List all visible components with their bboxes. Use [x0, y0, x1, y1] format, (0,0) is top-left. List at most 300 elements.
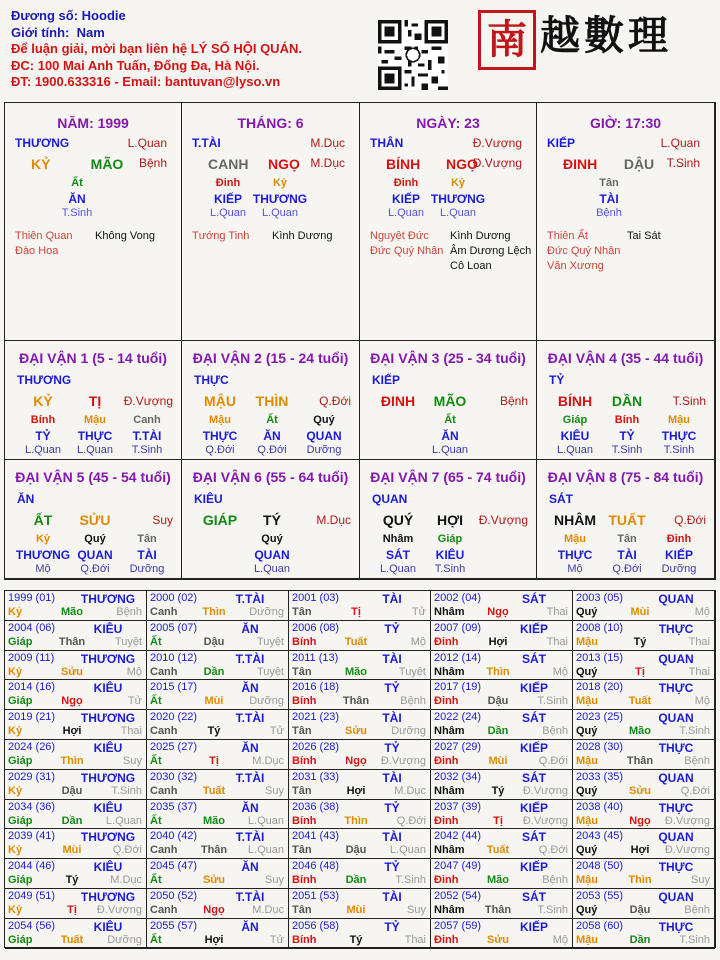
- annual-cell: [573, 710, 715, 740]
- annual-chi: Mão: [203, 814, 225, 827]
- gender-value: Nam: [76, 24, 105, 40]
- annual-year: 2010 (12): [150, 651, 198, 664]
- hidden-note: T.Sinh: [434, 563, 466, 575]
- annual-vong: Suy: [407, 904, 426, 916]
- hidden-god: KIÊU: [560, 429, 590, 443]
- annual-vong: Q.Đới: [538, 844, 568, 857]
- annual-vong: Tử: [269, 933, 284, 946]
- annual-vong: Đ.Vượng: [664, 844, 710, 857]
- annual-god: SÁT: [522, 890, 546, 904]
- annual-god: ĂN: [241, 621, 259, 636]
- dai-van-title: ĐẠI VẬN 4 (35 - 44 tuổi): [547, 350, 704, 366]
- hidden-can: Bính: [614, 414, 640, 426]
- annual-cell: [573, 770, 715, 800]
- pillar-chi: NGỌ: [268, 156, 300, 172]
- dai-van-cell: [537, 341, 715, 460]
- hidden-can: Ất: [266, 414, 278, 426]
- annual-god: THỰC: [658, 800, 694, 815]
- annual-god: QUAN: [658, 830, 694, 845]
- dai-van-right: M.Dục: [316, 513, 351, 527]
- contact-line: Để luận giải, mời bạn liên hệ LÝ SỐ HỘI QUÁN.: [11, 41, 302, 56]
- annual-cell: [431, 859, 573, 889]
- annual-cell: [289, 591, 431, 621]
- hidden-note: Q.Đới: [205, 444, 235, 456]
- annual-god: TÀI: [382, 651, 402, 666]
- annual-vong: Thai: [688, 635, 710, 648]
- annual-god: QUAN: [658, 890, 694, 904]
- annual-cell: [431, 889, 573, 919]
- logo-text: 越數理: [540, 12, 672, 59]
- annual-cell: [289, 889, 431, 919]
- annual-chi: Dần: [629, 933, 651, 946]
- phone-email-line: ĐT: 1900.633316 - Email: bantuvan@lyso.vn: [11, 74, 281, 89]
- annual-cell: [147, 710, 289, 740]
- annual-cell: [573, 621, 715, 651]
- star-right: Cô Loan: [450, 260, 492, 272]
- annual-can: Canh: [150, 606, 178, 618]
- annual-god: KIẾP: [519, 800, 548, 815]
- annual-cell: [573, 859, 715, 889]
- annual-can: Nhâm: [434, 725, 465, 738]
- hidden-note: L.Quan: [556, 444, 594, 456]
- annual-cell: [147, 919, 289, 949]
- annual-chi: Hợi: [630, 844, 650, 857]
- annual-cell: [5, 770, 147, 800]
- annual-year: 2031 (33): [292, 770, 340, 783]
- annual-chi: Ngọ: [487, 606, 509, 618]
- annual-chi: Tị: [351, 606, 361, 618]
- annual-chi: Dậu: [487, 695, 509, 708]
- annual-year: 2021 (23): [292, 711, 340, 724]
- annual-chi: Thân: [200, 844, 228, 857]
- annual-vong: L.Quan: [389, 844, 426, 857]
- annual-vong: Mộ: [552, 665, 568, 678]
- pillar-god-top: THƯƠNG: [15, 136, 70, 150]
- annual-can: Canh: [150, 725, 178, 738]
- annual-can: Tân: [292, 784, 312, 797]
- annual-vong: Bệnh: [400, 695, 426, 708]
- annual-can: Quý: [576, 665, 598, 678]
- hidden-note: Bệnh: [596, 207, 622, 219]
- annual-can: Bính: [292, 933, 317, 946]
- dai-van-cell: [537, 460, 715, 579]
- hidden-god: KIẾP: [213, 192, 242, 206]
- annual-god: QUAN: [658, 770, 694, 785]
- annual-chi: Thìn: [60, 755, 84, 767]
- annual-year: 2007 (09): [434, 621, 482, 634]
- annual-vong: Tử: [411, 606, 426, 618]
- star-left: Đức Quý Nhân: [370, 245, 444, 257]
- annual-god: QUAN: [658, 592, 694, 606]
- pillar-title: NĂM: 1999: [57, 115, 129, 131]
- annual-vong: Bệnh: [116, 606, 142, 618]
- hidden-can: Ất: [71, 177, 83, 189]
- annual-year: 2001 (03): [292, 592, 340, 604]
- annual-vong: Tử: [127, 695, 142, 708]
- hidden-can: Đinh: [215, 177, 241, 189]
- pillar-top-right: L.Quan: [127, 136, 167, 150]
- annual-year: 2033 (35): [576, 770, 624, 783]
- annual-can: Tân: [292, 725, 312, 738]
- annual-year: 2030 (32): [150, 770, 198, 783]
- pillar-can: CANH: [208, 156, 249, 172]
- annual-god: KIÊU: [93, 741, 123, 755]
- hidden-god: THƯƠNG: [430, 192, 486, 206]
- annual-chi: Dậu: [345, 844, 367, 857]
- hidden-god: TÀI: [599, 192, 619, 206]
- dai-van-god: ĂN: [17, 492, 35, 506]
- hidden-note: Dưỡng: [661, 563, 697, 575]
- annual-god: KIÊU: [93, 681, 123, 696]
- annual-year: 2017 (19): [434, 681, 482, 694]
- annual-can: Mậu: [576, 874, 598, 887]
- annual-god: KIẾP: [519, 919, 548, 934]
- annual-can: Bính: [292, 695, 317, 708]
- annual-cell: [431, 680, 573, 710]
- annual-year: 2057 (59): [434, 919, 482, 932]
- annual-cell: [147, 680, 289, 710]
- annual-chi: Tuất: [344, 635, 368, 648]
- dai-van-cell: [5, 460, 182, 579]
- annual-cell: [5, 800, 147, 830]
- annual-vong: Bệnh: [684, 904, 710, 916]
- dai-van-god: THỰC: [194, 373, 229, 387]
- annual-god: TỶ: [384, 681, 400, 696]
- hidden-god: KIẾP: [391, 192, 420, 206]
- annual-year: 2040 (42): [150, 830, 198, 843]
- annual-cell: [573, 919, 715, 949]
- qr-code-icon[interactable]: [378, 20, 448, 90]
- annual-chi: Thìn: [486, 665, 510, 678]
- annual-can: Kỷ: [8, 665, 23, 678]
- pillar-top-right: M.Dục: [310, 136, 345, 150]
- address-line: ĐC: 100 Mai Anh Tuấn, Đống Đa, Hà Nội.: [11, 57, 260, 73]
- annual-vong: Mộ: [552, 933, 568, 946]
- annual-god: SÁT: [522, 711, 546, 726]
- dai-van-right: T.Sinh: [672, 394, 706, 408]
- star-right: Không Vong: [95, 230, 155, 242]
- dai-van-can: BÍNH: [557, 393, 593, 409]
- annual-cell: [573, 889, 715, 919]
- annual-vong: T.Sinh: [111, 784, 142, 797]
- annual-can: Quý: [576, 725, 598, 738]
- annual-cell: [431, 770, 573, 800]
- annual-can: Giáp: [8, 635, 33, 648]
- pillar-chi-right: Đ.Vượng: [472, 156, 522, 170]
- annual-can: Canh: [150, 904, 178, 916]
- annual-year: 1999 (01): [8, 592, 56, 604]
- annual-can: Ất: [150, 933, 162, 946]
- hidden-god: TỶ: [35, 429, 51, 443]
- annual-vong: Tuyệt: [114, 635, 142, 648]
- annual-year: 2005 (07): [150, 621, 198, 634]
- annual-cell: [573, 829, 715, 859]
- annual-year: 2006 (08): [292, 621, 340, 634]
- annual-can: Kỷ: [8, 606, 23, 618]
- annual-cell: [147, 591, 289, 621]
- dai-van-god: KIẾP: [372, 373, 401, 387]
- annual-cell: [147, 740, 289, 770]
- annual-cell: [5, 621, 147, 651]
- annual-vong: Thai: [688, 665, 710, 678]
- annual-vong: Q.Đới: [538, 755, 568, 767]
- annual-cell: [289, 800, 431, 830]
- annual-chi: Thìn: [202, 606, 226, 618]
- annual-can: Tân: [292, 844, 312, 857]
- hidden-can: Canh: [133, 414, 161, 426]
- annual-year: 2041 (43): [292, 830, 340, 843]
- annual-chi: Dần: [203, 665, 225, 678]
- annual-cell: [289, 859, 431, 889]
- hidden-can: Quý: [313, 414, 335, 426]
- annual-cell: [289, 740, 431, 770]
- annual-chi: Dần: [487, 725, 509, 738]
- annual-vong: Suy: [265, 874, 284, 887]
- annual-can: Nhâm: [434, 665, 465, 678]
- annual-cell: [289, 710, 431, 740]
- annual-cell: [5, 829, 147, 859]
- annual-chi: Tý: [491, 784, 505, 797]
- star-right: Kình Dương: [450, 230, 511, 242]
- annual-god: TỶ: [384, 621, 400, 636]
- annual-vong: Thai: [120, 725, 142, 738]
- pillar-can: BÍNH: [386, 156, 421, 172]
- annual-vong: Bệnh: [684, 755, 710, 767]
- annual-year: 2044 (46): [8, 860, 56, 873]
- star-left: Văn Xương: [547, 260, 604, 272]
- annual-can: Đinh: [434, 755, 459, 767]
- pillar-chi-right: M.Dục: [310, 156, 345, 170]
- annual-vong: Suy: [691, 874, 710, 887]
- dai-van-can: GIÁP: [202, 512, 238, 528]
- hidden-can: Đinh: [393, 177, 419, 189]
- annual-year: 2055 (57): [150, 919, 198, 932]
- annual-year: 2053 (55): [576, 890, 624, 902]
- annual-god: KIÊU: [93, 800, 123, 815]
- hidden-god: THỰC: [77, 429, 113, 443]
- annual-vong: Mộ: [694, 606, 710, 618]
- annual-year: 2056 (58): [292, 919, 340, 932]
- dai-van-cell: [360, 460, 537, 579]
- annual-can: Nhâm: [434, 784, 465, 797]
- annual-vong: Dưỡng: [107, 933, 142, 946]
- annual-can: Nhâm: [434, 606, 465, 618]
- annual-can: Giáp: [8, 755, 33, 767]
- annual-can: Bính: [292, 755, 317, 767]
- annual-can: Đinh: [434, 933, 459, 946]
- annual-vong: T.Sinh: [679, 933, 710, 946]
- annual-year: 2024 (26): [8, 741, 56, 753]
- hidden-note: T.Sinh: [611, 444, 643, 456]
- annual-chi: Tuất: [60, 933, 84, 946]
- annual-god: TÀI: [382, 711, 402, 726]
- annual-can: Ất: [150, 695, 162, 708]
- annual-god: ĂN: [241, 919, 259, 934]
- annual-year: 2018 (20): [576, 681, 624, 694]
- star-right: Âm Dương Lệch: [450, 245, 532, 257]
- annual-chi: Tị: [67, 904, 77, 916]
- annual-vong: Tử: [269, 725, 284, 738]
- annual-can: Bính: [292, 874, 317, 887]
- annual-can: Giáp: [8, 814, 33, 827]
- hidden-can: Giáp: [562, 414, 588, 426]
- annual-vong: T.Sinh: [679, 725, 710, 738]
- annual-chi: Tý: [349, 933, 363, 946]
- annual-god: TÀI: [382, 770, 402, 785]
- annual-god: SÁT: [522, 651, 546, 666]
- annual-year: 2012 (14): [434, 651, 482, 664]
- annual-table: [4, 590, 716, 948]
- annual-can: Ất: [150, 755, 162, 767]
- annual-god: THỰC: [658, 681, 694, 696]
- hidden-god: TÀI: [617, 548, 637, 562]
- annual-god: T.TÀI: [235, 592, 265, 606]
- annual-can: Ất: [150, 635, 162, 648]
- star-left: Thiên Quan: [15, 230, 73, 242]
- annual-chi: Ngọ: [629, 814, 651, 827]
- hidden-note: T.Sinh: [61, 207, 93, 219]
- annual-vong: Mộ: [126, 665, 142, 678]
- pillar-title: NGÀY: 23: [416, 115, 480, 131]
- annual-god: T.TÀI: [235, 651, 265, 666]
- annual-year: 2036 (38): [292, 800, 340, 813]
- hidden-god: THỰC: [557, 548, 593, 562]
- annual-vong: Bệnh: [542, 725, 568, 738]
- hidden-note: Mộ: [567, 563, 583, 575]
- annual-chi: Sửu: [628, 784, 652, 797]
- annual-chi: Thìn: [344, 814, 368, 827]
- dai-van-can: QUÝ: [382, 512, 414, 528]
- annual-vong: Bệnh: [542, 874, 568, 887]
- dai-van-god: THƯƠNG: [17, 373, 72, 387]
- annual-chi: Mão: [487, 874, 509, 887]
- hidden-can: Mậu: [668, 414, 690, 426]
- annual-chi: Thân: [484, 904, 512, 916]
- annual-god: TỶ: [384, 919, 400, 934]
- hidden-note: Dưỡng: [306, 444, 342, 456]
- annual-god: TÀI: [382, 890, 402, 904]
- dai-van-chi: DẦN: [611, 393, 643, 409]
- annual-vong: Q.Đới: [396, 814, 426, 827]
- header-info: [11, 8, 351, 91]
- dai-van-god: SÁT: [549, 492, 573, 506]
- annual-can: Mậu: [576, 635, 598, 648]
- hidden-can: Tân: [137, 533, 157, 545]
- pillar-cell: [360, 103, 537, 341]
- annual-can: Tân: [292, 904, 312, 916]
- annual-chi: Mùi: [346, 904, 366, 916]
- annual-vong: T.Sinh: [537, 904, 568, 916]
- annual-year: 2002 (04): [434, 592, 482, 604]
- annual-chi: Thân: [58, 635, 86, 648]
- annual-god: KIẾP: [519, 860, 548, 875]
- dai-van-chi: TÝ: [263, 512, 281, 528]
- annual-chi: Mão: [61, 606, 83, 618]
- annual-cell: [147, 770, 289, 800]
- annual-vong: Tuyệt: [256, 665, 284, 678]
- annual-can: Kỷ: [8, 784, 23, 797]
- annual-year: 2047 (49): [434, 860, 482, 873]
- annual-chi: Dần: [345, 874, 367, 887]
- annual-cell: [431, 621, 573, 651]
- annual-god: KIÊU: [93, 860, 123, 875]
- annual-chi: Tuất: [486, 844, 510, 857]
- dai-van-cell: [182, 341, 360, 460]
- annual-vong: M.Dục: [394, 784, 426, 797]
- annual-chi: Sửu: [344, 725, 368, 738]
- annual-chi: Tuất: [202, 784, 226, 797]
- annual-god: TÀI: [382, 592, 402, 606]
- dai-van-can: ẤT: [33, 512, 53, 528]
- hidden-note: Q.Đới: [80, 563, 110, 575]
- annual-chi: Mùi: [62, 844, 82, 857]
- annual-year: 2020 (22): [150, 711, 198, 724]
- hidden-note: L.Quan: [253, 563, 291, 575]
- annual-chi: Sửu: [486, 933, 510, 946]
- annual-cell: [5, 591, 147, 621]
- hidden-god: T.TÀI: [132, 429, 162, 443]
- dai-van-chi: HỢI: [437, 512, 463, 528]
- annual-cell: [147, 859, 289, 889]
- annual-cell: [289, 680, 431, 710]
- annual-vong: L.Quan: [247, 814, 284, 827]
- hidden-god: THỰC: [661, 429, 697, 443]
- annual-god: THƯƠNG: [80, 651, 136, 666]
- annual-chi: Hợi: [62, 725, 82, 738]
- annual-cell: [147, 829, 289, 859]
- annual-vong: Suy: [123, 755, 142, 767]
- annual-year: 2013 (15): [576, 651, 624, 664]
- hidden-note: L.Quan: [379, 563, 417, 575]
- hidden-note: L.Quan: [261, 207, 299, 219]
- annual-vong: T.Sinh: [395, 874, 426, 887]
- annual-cell: [573, 740, 715, 770]
- annual-cell: [5, 710, 147, 740]
- dai-van-chi: MÃO: [433, 393, 467, 409]
- annual-cell: [289, 770, 431, 800]
- pillar-can: ĐINH: [563, 156, 598, 172]
- annual-god: SÁT: [522, 770, 546, 785]
- annual-god: SÁT: [522, 592, 546, 606]
- hidden-god: TÀI: [137, 548, 157, 562]
- dai-van-chi: SỬU: [79, 512, 111, 528]
- annual-god: T.TÀI: [235, 770, 265, 785]
- dai-van-can: KỶ: [33, 393, 53, 409]
- hidden-note: Q.Đới: [612, 563, 642, 575]
- annual-cell: [147, 800, 289, 830]
- dai-van-cell: [182, 460, 360, 579]
- annual-chi: Tý: [207, 725, 221, 738]
- annual-cell: [289, 621, 431, 651]
- annual-chi: Mùi: [630, 606, 650, 618]
- annual-chi: Ngọ: [345, 755, 367, 767]
- annual-chi: Hợi: [204, 933, 224, 946]
- annual-chi: Tý: [633, 635, 647, 648]
- annual-year: 2028 (30): [576, 741, 624, 753]
- hidden-god: THƯƠNG: [252, 192, 308, 206]
- annual-god: THƯƠNG: [80, 830, 136, 845]
- gender-label: Giới tính:: [11, 24, 70, 40]
- annual-chi: Tuất: [628, 695, 652, 708]
- annual-can: Canh: [150, 665, 178, 678]
- annual-god: T.TÀI: [235, 711, 265, 726]
- pillar-title: THÁNG: 6: [237, 115, 304, 131]
- annual-cell: [5, 680, 147, 710]
- gender-row: [11, 25, 351, 42]
- annual-chi: Dậu: [629, 904, 651, 916]
- annual-chi: Mùi: [204, 695, 224, 708]
- annual-can: Giáp: [8, 933, 33, 946]
